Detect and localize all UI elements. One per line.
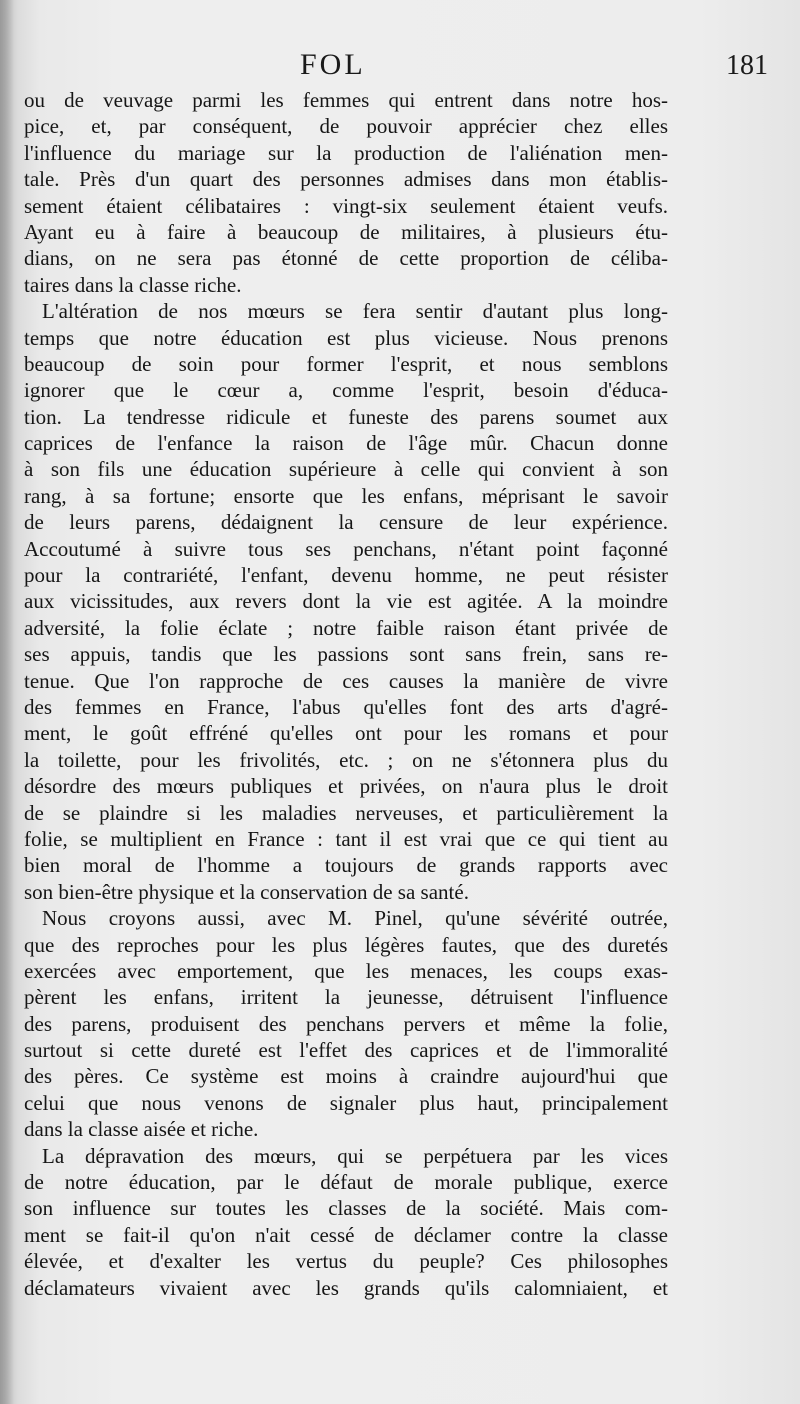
text-line: beaucoup de soin pour former l'esprit, et nous semblons (24, 351, 668, 376)
text-line: La dépravation des mœurs, qui se perpétuera par les vices (42, 1143, 668, 1168)
text-line: ment se fait-il qu'on n'ait cessé de déclamer contre la classe (24, 1222, 668, 1247)
text-line: la toilette, pour les frivolités, etc. ; on ne s'étonnera plus du (24, 747, 668, 772)
text-line: à son fils une éducation supérieure à celle qui convient à son (24, 457, 668, 482)
text-line: de se plaindre si les maladies nerveuses, et particulièrement la (24, 800, 668, 825)
text-line: élevée, et d'exalter les vertus du peuple? Ces philosophes (24, 1249, 668, 1274)
text-line: des parens, produisent des penchans pervers et même la folie, (24, 1011, 668, 1036)
text-line: pèrent les enfans, irritent la jeunesse, détruisent l'influence (24, 985, 668, 1010)
text-line: désordre des mœurs publiques et privées, on n'aura plus le droit (24, 774, 668, 799)
text-line: ignorer que le cœur a, comme l'esprit, besoin d'éduca- (24, 378, 668, 403)
page-header (0, 46, 800, 86)
text-line: adversité, la folie éclate ; notre faible raison étant privée de (24, 615, 668, 640)
text-line: tale. Près d'un quart des personnes admises dans mon établis- (24, 167, 668, 192)
text-line: de notre éducation, par le défaut de morale publique, exerce (24, 1170, 668, 1195)
text-line: L'altération de nos mœurs se fera sentir d'autant plus long- (42, 299, 668, 324)
gutter-shadow (0, 0, 14, 1404)
text-line: bien moral de l'homme a toujours de grands rapports avec (24, 853, 668, 878)
text-line: pice, et, par conséquent, de pouvoir apprécier chez elles (24, 114, 668, 139)
text-line: de leurs parens, dédaignent la censure de leur expérience. (24, 510, 668, 535)
text-line: rang, à sa fortune; ensorte que les enfans, méprisant le savoir (24, 483, 668, 508)
text-line: ou de veuvage parmi les femmes qui entrent dans notre hos- (24, 88, 668, 112)
text-line: aux vicissitudes, aux revers dont la vie est agitée. A la moindre (24, 589, 668, 614)
text-line: son bien-être physique et la conservation de sa santé. (24, 879, 469, 904)
text-line: ses appuis, tandis que les passions sont sans frein, sans re- (24, 642, 668, 667)
text-line: que des reproches pour les plus légères fautes, que des duretés (24, 932, 668, 957)
page-number: 181 (726, 50, 768, 81)
text-line: exercées avec emportement, que les menaces, les coups exas- (24, 958, 668, 983)
text-line: pour la contrariété, l'enfant, devenu homme, ne peut résister (24, 563, 668, 588)
text-line: dans la classe aisée et riche. (24, 1117, 259, 1142)
text-line: taires dans la classe riche. (24, 272, 242, 297)
body-text (24, 87, 668, 1301)
text-line: Nous croyons aussi, avec M. Pinel, qu'une sévérité outrée, (42, 906, 668, 931)
text-line: des pères. Ce système est moins à craindre aujourd'hui que (24, 1064, 668, 1089)
text-line: celui que nous venons de signaler plus haut, principalement (24, 1090, 668, 1115)
text-line: folie, se multiplient en France : tant il est vrai que ce qui tient au (24, 826, 668, 851)
text-line: Accoutumé à suivre tous ses penchans, n'étant point façonné (24, 536, 668, 561)
text-line: des femmes en France, l'abus qu'elles font des arts d'agré- (24, 694, 668, 719)
text-line: temps que notre éducation est plus vicieuse. Nous prenons (24, 325, 668, 350)
text-line: tion. La tendresse ridicule et funeste des parens soumet aux (24, 404, 668, 429)
text-line: tenue. Que l'on rapproche de ces causes la manière de vivre (24, 668, 668, 693)
running-head: FOL (300, 48, 366, 81)
text-line: dians, on ne sera pas étonné de cette proportion de céliba- (24, 246, 668, 271)
text-line: ment, le goût effréné qu'elles ont pour les romans et pour (24, 721, 668, 746)
text-line: surtout si cette dureté est l'effet des caprices et de l'immoralité (24, 1038, 668, 1063)
text-line: sement étaient célibataires : vingt-six seulement étaient veufs. (24, 193, 668, 218)
text-line: l'influence du mariage sur la production de l'aliénation men- (24, 140, 668, 165)
text-line: caprices de l'enfance la raison de l'âge mûr. Chacun donne (24, 431, 668, 456)
text-line: déclamateurs vivaient avec les grands qu'ils calomniaient, et (24, 1275, 668, 1300)
text-line: son influence sur toutes les classes de la société. Mais com- (24, 1196, 668, 1221)
text-line: Ayant eu à faire à beaucoup de militaires, à plusieurs étu- (24, 219, 668, 244)
